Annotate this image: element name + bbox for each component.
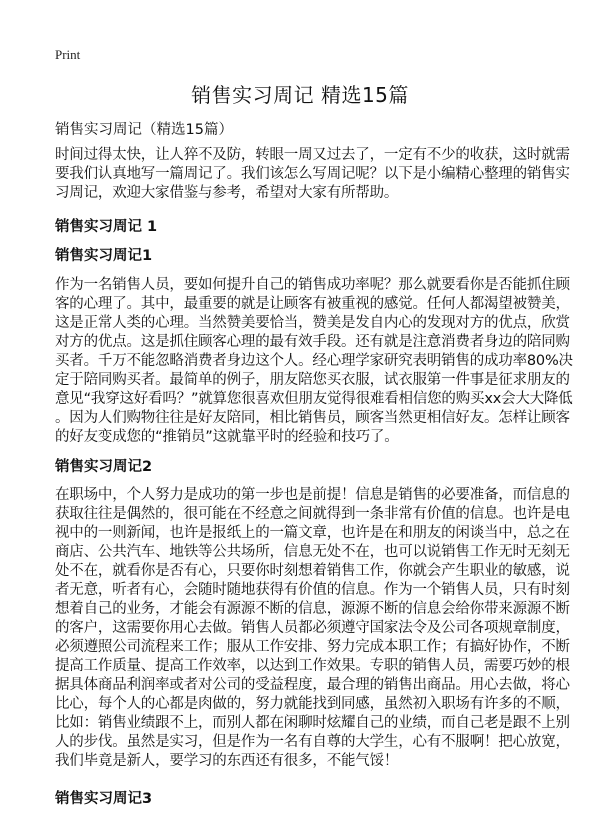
entry-heading-3: 销售实习周记3 [55,791,153,807]
entry-paragraph-2 [55,486,570,771]
text-line: 处不在，就看你是否有心，只要你时刻想着销售工作，你就会产生职业的敏感，说 [55,563,570,579]
print-link[interactable]: Print [55,47,81,62]
text-line: 获取往往是偶然的，很可能在不经意之间就得到一条非常有价值的信息。也许是电 [55,506,570,522]
text-line: 我们毕竟是新人，要学习的东西还有很多，不能气馁！ [55,753,399,769]
text-line: 作为一名销售人员，要如何提升自己的销售成功率呢？那么就要看你是否能抓住顾 [55,277,570,293]
text-line: 时间过得太快，让人猝不及防，转眼一周又过去了，一定有不少的收获，这时就需 [55,147,570,163]
intro-paragraph [55,146,570,203]
text-line: 定于陪同购买者。最简单的例子，朋友陪您买衣服，试衣服第一件事是征求朋友的 [55,372,570,388]
entry-paragraph-1 [55,276,573,447]
text-line: 要我们认真地写一篇周记了。我们该怎么写周记呢？以下是小编精心整理的销售实 [55,166,570,182]
section-heading: 销售实习周记 1 [55,219,158,235]
text-line: 。因为人们购物往往是好友陪同，相比销售员，顾客当然更相信好友。怎样让顾客 [55,410,570,426]
text-line: 这是正常人类的心理。当然赞美要恰当，赞美是发自内心的发现对方的优点，欣赏 [55,315,570,331]
text-line: 习周记，欢迎大家借鉴与参考，希望对大家有所帮助。 [55,185,399,201]
text-line: 买者。千万不能忽略消费者身边这个人。经心理学家研究表明销售的成功率80%决 [55,353,573,369]
document-subtitle: 销售实习周记（精选15篇） [55,122,233,138]
text-line: 视中的一则新闻，也许是报纸上的一篇文章，也许是在和朋友的闲谈当中，总之在 [55,525,570,541]
text-line: 人的步伐。虽然是实习，但是作为一名有自尊的大学生，心有不服啊！把心放宽， [55,734,570,750]
text-line: 必须遵照公司流程来工作；服从工作安排、努力完成本职工作；有搞好协作，不断 [55,639,570,655]
entry-heading-1: 销售实习周记1 [55,248,153,264]
text-line: 比如：销售业绩跟不上，而别人都在闲聊时炫耀自己的业绩，而自己老是跟不上别 [55,715,570,731]
text-line: 提高工作质量、提高工作效率，以达到工作效果。专职的销售人员，需要巧妙的根 [55,658,570,674]
text-line: 意见“我穿这好看吗？”就算您很喜欢但朋友觉得很难看相信您的购买xx会大大降低 [55,391,573,407]
text-line: 对方的优点。这是抓住顾客心理的最有效手段。还有就是注意消费者身边的陪同购 [55,334,570,350]
text-line: 商店、公共汽车、地铁等公共场所，信息无处不在，也可以说销售工作无时无刻无 [55,544,570,560]
text-line: 比心，每个人的心都是肉做的，努力就能找到同感，虽然初入职场有许多的不顺， [55,696,570,712]
text-line: 的客户，这需要你用心去做。销售人员都必须遵守国家法令及公司各项规章制度， [55,620,570,636]
text-line: 者无意，听者有心，会随时随地获得有价值的信息。作为一个销售人员，只有时刻 [55,582,570,598]
text-line: 客的心理了。其中，最重要的就是让顾客有被重视的感觉。任何人都渴望被赞美， [55,296,570,312]
page-title: 销售实习周记 精选15篇 [191,83,409,107]
text-line: 的好友变成您的“推销员”这就靠平时的经验和技巧了。 [55,429,399,445]
text-line: 想着自己的业务，才能会有源源不断的信息，源源不断的信息会给你带来源源不断 [55,601,570,617]
entry-heading-2: 销售实习周记2 [55,459,153,475]
text-line: 在职场中，个人努力是成功的第一步也是前提！信息是销售的必要准备，而信息的 [55,487,570,503]
text-line: 据具体商品利润率或者对公司的受益程度，最合理的销售出商品。用心去做，将心 [55,677,570,693]
